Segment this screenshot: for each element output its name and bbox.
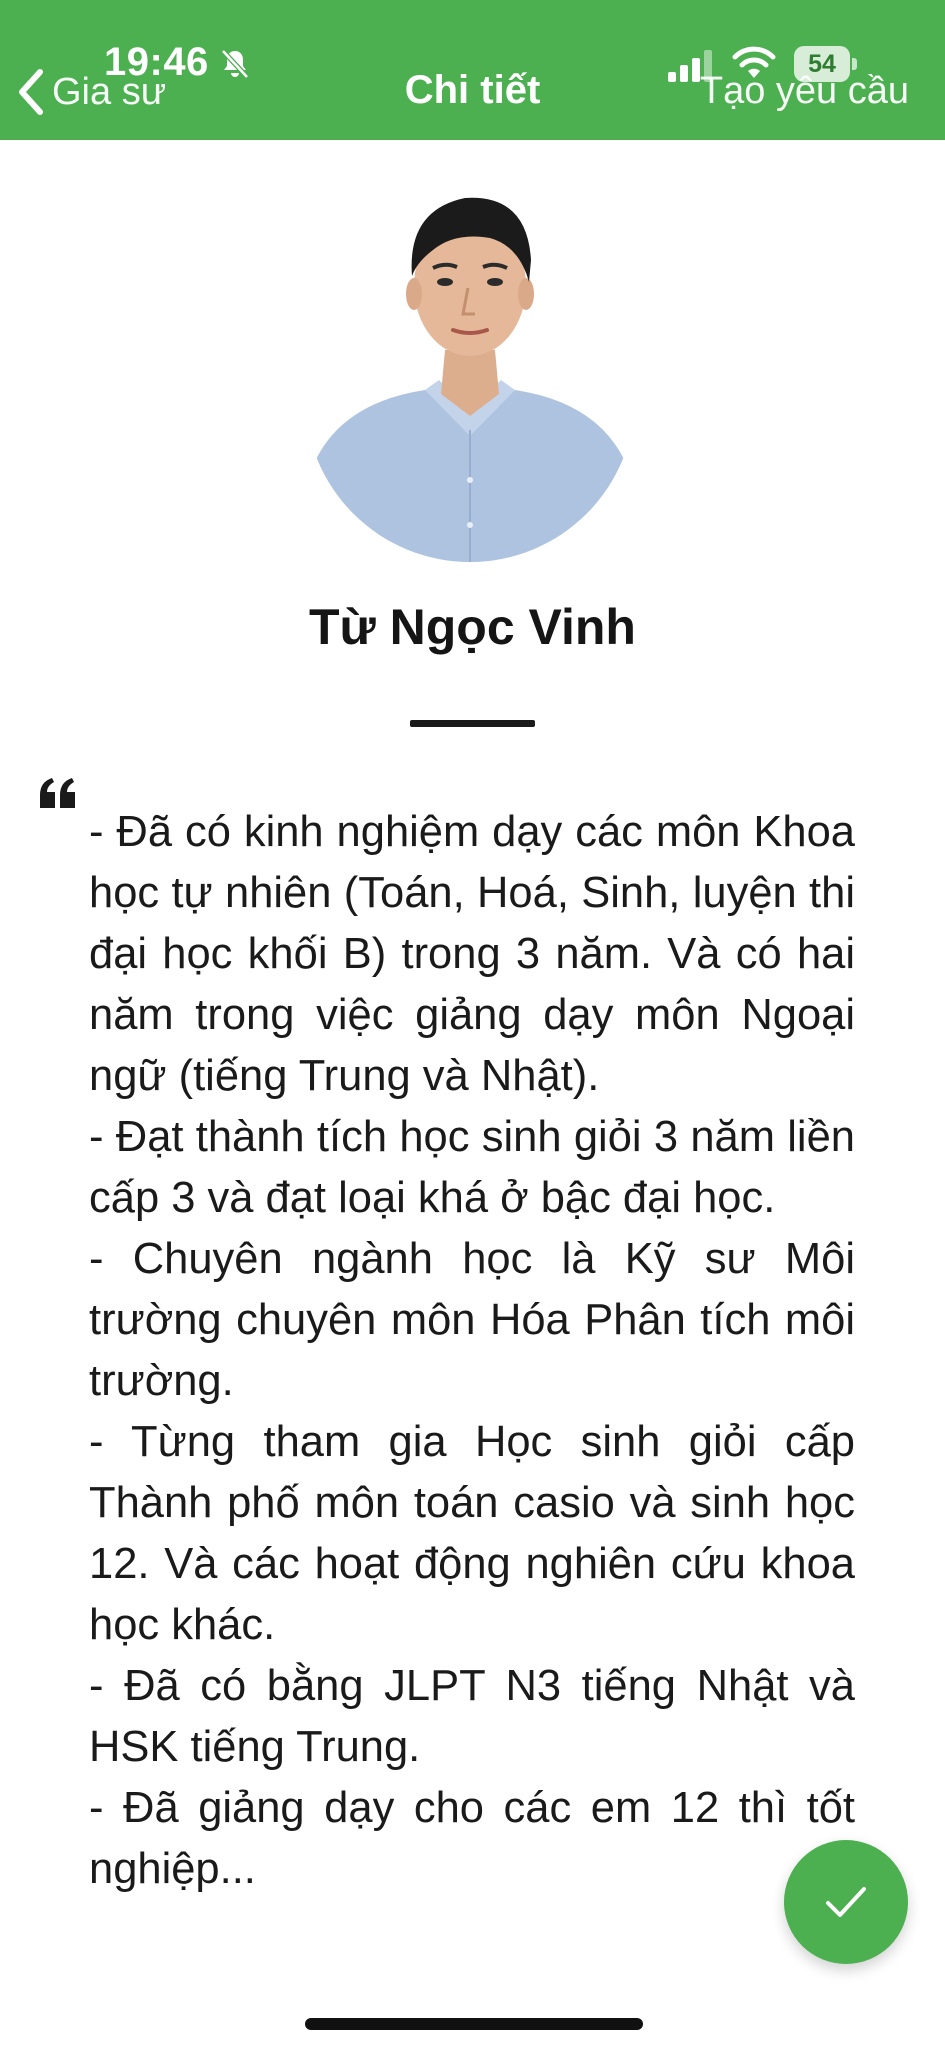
bio-paragraph: - Chuyên ngành học là Kỹ sư Môi trường chuyên môn Hóa Phân tích môi trường. — [89, 1235, 855, 1405]
profile-name: Từ Ngọc Vinh — [309, 599, 636, 655]
page-title: Chi tiết — [404, 68, 541, 112]
bio-paragraph: - Đạt thành tích học sinh giỏi 3 năm liền cấp 3 và đạt loại khá ở bậc đại học. — [89, 1113, 855, 1222]
battery-level: 54 — [794, 46, 850, 82]
check-icon — [824, 1885, 868, 1919]
bio-paragraph: - Đã giảng dạy cho các em 12 thì tốt nghiệp... — [89, 1784, 855, 1893]
app-header — [0, 0, 945, 140]
home-indicator[interactable] — [305, 2018, 643, 2030]
create-request-button[interactable]: Tạo yêu cầu — [699, 70, 909, 112]
quote-icon — [38, 778, 78, 808]
avatar — [305, 190, 635, 562]
bio-paragraph: - Đã có kinh nghiệm dạy các môn Khoa học tự nhiên (Toán, Hoá, Sinh, luyện thi đại học khối B) trong 3 năm. Và có hai năm trong việc giảng dạy môn Ngoại ngữ (tiếng Trung và Nhật). — [89, 808, 855, 1100]
tutor-bio — [89, 802, 855, 1952]
confirm-button[interactable] — [784, 1840, 908, 1964]
bio-paragraph: - Đã có bằng JLPT N3 tiếng Nhật và HSK tiếng Trung. — [89, 1662, 855, 1771]
back-button-label: Gia sư — [52, 70, 167, 113]
status-time: 19:46 — [104, 40, 209, 84]
bio-paragraph: - Từng tham gia Học sinh giỏi cấp Thành phố môn toán casio và sinh học 12. Và các hoạt động nghiên cứu khoa học khác. — [89, 1418, 855, 1649]
divider — [410, 720, 535, 727]
